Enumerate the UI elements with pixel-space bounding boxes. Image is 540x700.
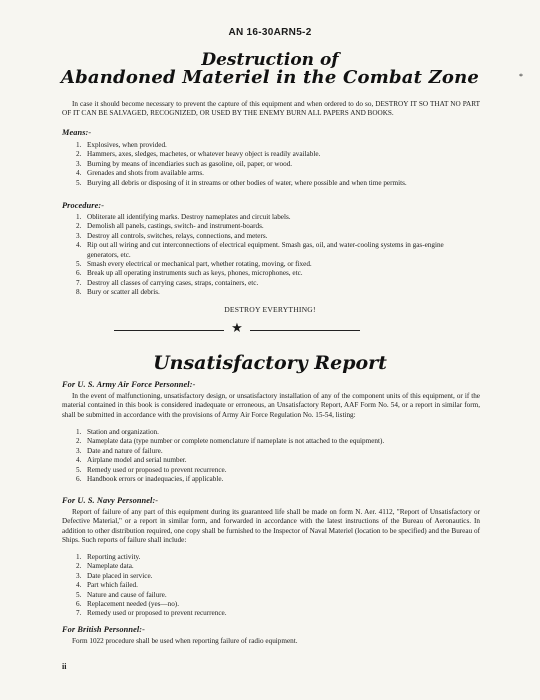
list-item: 6. Handbook errors or inadequacies, if applicable. <box>76 475 224 484</box>
destroy-everything-callout: DESTROY EVERYTHING! <box>224 305 316 314</box>
list-item: 2. Nameplate data. <box>76 562 134 571</box>
navy-heading: For U. S. Navy Personnel:- <box>62 496 159 505</box>
navy-intro: Report of failure of any part of this equipment during its guaranteed life shall be made on form N. Aer. 4112, "Report of Unsatisfactory or Defective Material," or a report in similar form, and forwarded in accordance with the latest instructions of the Bureau of Aeronautics. In addition to other distribution required, one copy shall be furnished to the Inspector of Naval Materiel (location to be specified) and the Bureau of Ships. Such reports of failure shall include: <box>62 508 480 544</box>
list-item: 7. Destroy all classes of carrying cases, straps, containers, etc. <box>76 278 259 287</box>
star-icon: ★ <box>231 320 243 335</box>
british-heading: For British Personnel:- <box>62 625 145 634</box>
army-heading: For U. S. Army Air Force Personnel:- <box>62 380 196 389</box>
procedure-heading: Procedure:- <box>62 201 105 210</box>
army-intro: In the event of malfunctioning, unsatisfactory design, or unsatisfactory installation of any of the component units of this equipment, or if the material contained in this book is considered inadequate or erroneous, an Unsatisfactory Report, AAF Form No. 54, or a report in similar form, shall be submitted in accordance with the provisions of Army Air Force Regulation No. 15-54, listing: <box>62 392 480 419</box>
army-list <box>76 428 476 484</box>
list-item: 4. Rip out all wiring and cut interconnections of electrical equipment. Smash gas, oil, and water-cooling systems in gas-engine generators, etc. <box>76 241 444 259</box>
divider-right <box>250 330 360 331</box>
list-item: 6. Break up all operating instruments such as keys, phones, microphones, etc. <box>76 269 303 278</box>
list-item: 4. Airplane model and serial number. <box>76 456 187 465</box>
list-item: 4. Part which failed. <box>76 581 138 590</box>
means-heading: Means:- <box>62 128 92 137</box>
list-item: 1. Explosives, when provided. <box>76 141 167 149</box>
list-item: 3. Date and nature of failure. <box>76 446 163 455</box>
list-item: 3. Burning by means of incendiaries such as gasoline, oil, paper, or wood. <box>76 159 293 168</box>
list-item: 4. Grenades and shots from available arms. <box>76 169 204 178</box>
list-item: 6. Replacement needed (yes—no). <box>76 600 180 609</box>
destruction-title-line2: Abandoned Materiel in the Combat Zone <box>60 67 480 88</box>
list-item: 2. Hammers, axes, sledges, machetes, or whatever heavy object is readily available. <box>76 150 321 159</box>
list-item: 5. Remedy used or proposed to prevent recurrence. <box>76 465 227 474</box>
list-item: 3. Date placed in service. <box>76 571 153 580</box>
navy-list <box>76 553 476 619</box>
british-text: Form 1022 procedure shall be used when reporting failure of radio equipment. <box>72 637 298 645</box>
procedure-list <box>76 213 476 298</box>
divider-left <box>114 330 224 331</box>
list-item: 5. Nature and cause of failure. <box>76 590 167 599</box>
means-list <box>76 141 476 188</box>
list-item: 3. Destroy all controls, switches, relays, connections, and meters. <box>76 231 268 240</box>
list-item: 2. Demolish all panels, castings, switch- and instrument-boards. <box>76 222 264 231</box>
list-item: 1. Obliterate all identifying marks. Destroy nameplates and circuit labels. <box>76 213 291 221</box>
document-number: AN 16-30ARN5-2 <box>228 27 312 38</box>
list-item: 1. Station and organization. <box>76 428 159 436</box>
page-number: ii <box>62 662 67 671</box>
list-item: 5. Burying all debris or disposing of it in streams or other bodies of water, where possible and when time permits. <box>76 178 407 187</box>
list-item: 8. Bury or scatter all debris. <box>76 288 160 297</box>
report-title: Unsatisfactory Report <box>153 352 387 374</box>
destruction-intro: In case it should become necessary to prevent the capture of this equipment and when ordered to do so, DESTROY IT SO THAT NO PART OF IT CAN BE SALVAGED, RECOGNIZED, OR USED BY THE ENEMY BURN ALL PAPERS AND BOOKS. <box>62 100 480 118</box>
destruction-title-line1: Destruction of <box>201 50 339 70</box>
margin-asterisk: * <box>519 72 523 81</box>
list-item: 5. Smash every electrical or mechanical part, whether rotating, moving, or fixed. <box>76 260 312 269</box>
list-item: 7. Remedy used or proposed to prevent recurrence. <box>76 609 227 618</box>
list-item: 2. Nameplate data (type number or complete nomenclature if nameplate is not attached to the equipment). <box>76 437 385 446</box>
list-item: 1. Reporting activity. <box>76 553 141 561</box>
